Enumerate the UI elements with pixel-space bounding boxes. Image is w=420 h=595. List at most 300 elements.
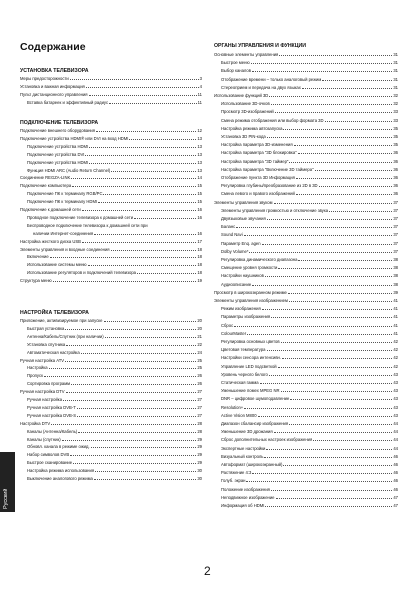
page-title: Содержание <box>20 41 86 53</box>
dot-leader <box>260 383 393 384</box>
toc-entry[interactable] <box>214 134 398 139</box>
toc-entry[interactable] <box>20 160 202 165</box>
toc-entry-page: 20 <box>197 318 202 323</box>
toc-entry-page: 27 <box>197 412 202 418</box>
toc-entry[interactable] <box>20 365 202 370</box>
toc-entry-page: 37 <box>393 224 398 230</box>
dot-leader <box>262 309 393 310</box>
toc-entry[interactable] <box>214 191 398 196</box>
dot-leader <box>86 87 199 88</box>
toc-entry-title: Набор символов DVB <box>27 452 70 458</box>
dot-leader <box>73 463 196 464</box>
dot-leader <box>53 281 197 282</box>
dot-leader <box>70 79 199 80</box>
toc-entry[interactable] <box>214 159 398 164</box>
toc-entry-page: 18 <box>197 262 202 268</box>
dot-leader <box>251 63 393 64</box>
toc-entry-title: Автоматическая настройка <box>27 349 80 355</box>
toc-entry[interactable] <box>214 355 398 360</box>
toc-entry-title: Каналы (спутник) <box>27 436 61 442</box>
toc-entry-title: Использование функций 3D <box>214 93 269 98</box>
toc-entry-page: 43 <box>393 380 398 385</box>
toc-entry[interactable] <box>214 495 398 500</box>
toc-entry[interactable] <box>20 223 202 228</box>
toc-entry-page: 38 <box>393 257 398 262</box>
toc-entry-title: Функция HDMI ARC (Audio Return Channel) <box>27 167 111 173</box>
dot-leader <box>71 384 196 385</box>
toc-entry[interactable] <box>20 397 202 402</box>
toc-entry-title: Использование системы меню <box>27 262 87 268</box>
toc-entry-page: 14 <box>197 175 202 181</box>
toc-entry[interactable] <box>214 265 398 270</box>
toc-entry-title: Информация об HDMI <box>221 503 265 508</box>
toc-entry-page: 41 <box>393 330 398 336</box>
toc-entry[interactable] <box>214 282 398 287</box>
toc-entry-title: Настройка параметра "3D таймер" <box>221 158 289 164</box>
dot-leader <box>281 342 393 343</box>
toc-entry[interactable] <box>20 136 202 141</box>
toc-entry-title: Настройка параметра 3D-изменения <box>221 142 293 148</box>
dot-leader <box>276 498 393 499</box>
dot-leader <box>63 400 196 401</box>
toc-entry-title: Ручная настройка DVB-S <box>27 412 77 418</box>
toc-entry-title: Проводное подключение телевизора к домашней сети <box>27 214 134 220</box>
section-heading: ОРГАНЫ УПРАВЛЕНИЯ И ФУНКЦИИ <box>214 43 306 49</box>
toc-entry-title: Регулировка динамического диапазона <box>221 257 298 262</box>
toc-entry-page: 31 <box>393 60 398 66</box>
dot-leader <box>298 153 393 154</box>
dot-leader <box>103 194 196 195</box>
dot-leader <box>85 155 196 156</box>
toc-entry[interactable] <box>214 109 398 114</box>
language-side-tab <box>0 452 15 512</box>
toc-entry-page: 42 <box>393 339 398 344</box>
toc-entry[interactable] <box>20 199 202 204</box>
toc-entry[interactable] <box>214 93 398 98</box>
toc-entry[interactable] <box>214 216 398 221</box>
toc-entry[interactable] <box>214 323 398 328</box>
toc-entry[interactable] <box>20 358 202 363</box>
toc-entry[interactable] <box>20 476 202 481</box>
dot-leader <box>262 244 393 245</box>
toc-entry[interactable] <box>214 364 398 369</box>
dot-leader <box>89 95 197 96</box>
toc-entry[interactable] <box>20 84 202 89</box>
toc-entry[interactable] <box>20 342 202 347</box>
dot-leader <box>94 479 197 480</box>
toc-entry[interactable] <box>214 396 398 401</box>
toc-entry[interactable] <box>214 446 398 451</box>
toc-entry-page: 37 <box>393 232 398 238</box>
dot-leader <box>289 301 392 302</box>
dot-leader <box>264 457 392 458</box>
toc-entry[interactable] <box>20 421 202 426</box>
toc-entry[interactable] <box>20 92 202 97</box>
toc-entry-page: 18 <box>197 254 202 260</box>
toc-entry[interactable] <box>20 350 202 355</box>
toc-entry-page: 11 <box>197 99 202 105</box>
dot-leader <box>283 129 392 130</box>
toc-entry-title: Визуальный контроль <box>221 453 264 459</box>
dot-leader <box>70 455 196 456</box>
dot-leader <box>51 424 196 425</box>
toc-entry-page: 21 <box>197 333 202 339</box>
toc-entry-title: Настройка режима автозапуска <box>221 125 283 131</box>
toc-entry-title: Установка спутника <box>27 341 66 347</box>
toc-entry[interactable] <box>214 429 398 434</box>
toc-entry[interactable] <box>214 249 398 254</box>
toc-entry[interactable] <box>214 314 398 319</box>
toc-entry-page: 36 <box>393 150 398 156</box>
toc-entry[interactable] <box>20 318 202 323</box>
toc-entry[interactable] <box>20 413 202 418</box>
toc-entry[interactable] <box>214 175 398 180</box>
dot-leader <box>289 424 392 425</box>
dot-leader <box>78 432 196 433</box>
toc-entry[interactable] <box>214 77 398 82</box>
toc-entry[interactable] <box>214 454 398 459</box>
toc-entry[interactable] <box>214 126 398 131</box>
toc-entry-title: Подключение устройства HDMI <box>27 143 89 149</box>
toc-entry-title: Элементы управления и входные соединения <box>20 246 110 252</box>
toc-entry-title: Уровень черного белого <box>221 371 268 377</box>
toc-entry-page: 29 <box>197 460 202 466</box>
toc-entry-page: 36 <box>393 158 398 164</box>
toc-entry-page: 16 <box>197 214 202 220</box>
toc-entry-page: 26 <box>197 381 202 387</box>
toc-entry-title: Настройка режима использования <box>27 468 95 474</box>
dot-leader <box>294 145 393 146</box>
dot-leader <box>71 178 196 179</box>
toc-entry-title: Выбор каналов <box>221 68 251 74</box>
toc-entry[interactable] <box>214 478 398 483</box>
dot-leader <box>298 260 392 261</box>
dot-leader <box>98 202 196 203</box>
toc-entry[interactable] <box>214 232 398 237</box>
toc-entry-title: Неподвижное изображение <box>221 494 275 500</box>
toc-entry-title: Смена режима отображения или выбор формата 3D <box>221 117 324 123</box>
toc-entry[interactable] <box>214 52 398 57</box>
dot-leader <box>267 350 393 351</box>
dot-leader <box>104 321 197 322</box>
toc-entry-title: Подключение устройства DVI <box>27 151 85 157</box>
toc-entry-title: Параметры изображения <box>221 314 271 320</box>
dot-leader <box>62 440 197 441</box>
toc-entry[interactable] <box>214 257 398 262</box>
toc-entry-page: 43 <box>393 404 398 410</box>
dot-leader <box>271 490 392 491</box>
dot-leader <box>81 353 197 354</box>
toc-entry-title: Подключение внешнего оборудования <box>20 128 96 133</box>
toc-entry-page: 46 <box>393 486 398 492</box>
toc-entry-title: Основные элементы управления <box>214 52 279 57</box>
toc-entry[interactable] <box>20 168 202 173</box>
toc-entry-page: 33 <box>393 117 398 123</box>
toc-entry-page: 33 <box>393 109 398 115</box>
toc-entry-page: 13 <box>197 143 202 149</box>
toc-entry[interactable] <box>20 175 202 180</box>
toc-entry-page: 29 <box>197 452 202 458</box>
toc-entry-page: 37 <box>393 248 398 254</box>
toc-entry-title: Уменьшение помех MPEG NR <box>221 388 280 394</box>
toc-entry[interactable] <box>214 68 398 73</box>
toc-entry-page: 44 <box>393 437 398 443</box>
toc-entry-title: Антенна/Кабель/Спутник (при наличии) <box>27 333 104 339</box>
toc-entry-title: Подключение к домашней сети <box>20 207 81 212</box>
toc-entry-title: Resolution+ <box>221 404 244 410</box>
toc-entry[interactable] <box>214 421 398 426</box>
toc-entry-page: 27 <box>197 397 202 402</box>
toc-entry[interactable] <box>214 405 398 410</box>
toc-entry-title: ColourMaster <box>221 330 247 336</box>
dot-leader <box>252 473 392 474</box>
toc-entry[interactable] <box>214 462 398 467</box>
toc-entry-title: Режим изображения <box>221 306 261 312</box>
toc-entry-title: Диапазон сбалансир изображения <box>221 421 289 426</box>
toc-entry[interactable] <box>214 101 398 106</box>
dot-leader <box>137 273 196 274</box>
dot-leader <box>283 465 392 466</box>
toc-entry[interactable] <box>20 468 202 473</box>
toc-entry-title: Настройка параметра "3D блокировка" <box>221 150 297 156</box>
dot-leader <box>267 219 393 220</box>
toc-entry-title: Active Vision M800 <box>221 412 257 418</box>
toc-entry[interactable] <box>214 241 398 246</box>
toc-entry[interactable] <box>214 388 398 393</box>
toc-entry[interactable] <box>20 452 202 457</box>
dot-leader <box>234 326 392 327</box>
toc-entry[interactable] <box>20 405 202 410</box>
toc-entry-page: 15 <box>197 191 202 197</box>
toc-entry-title: Включение <box>27 254 49 260</box>
dot-leader <box>322 80 392 81</box>
toc-entry-title: Уменьшение 3D дрожания <box>221 429 273 435</box>
toc-entry-page: 18 <box>197 270 202 276</box>
toc-entry[interactable] <box>214 290 398 295</box>
toc-entry[interactable] <box>214 331 398 336</box>
toc-entry-title: Смена левого и правого изображений <box>221 191 295 197</box>
toc-entry-page: 22 <box>197 341 202 347</box>
toc-entry-page: 41 <box>393 314 398 320</box>
toc-entry[interactable] <box>214 503 398 508</box>
toc-entry[interactable] <box>20 215 202 220</box>
toc-entry-page: 18 <box>197 246 202 252</box>
toc-entry-title: Аудиоописание <box>221 281 252 287</box>
dot-leader <box>77 416 196 417</box>
toc-entry-title: Подключение ПК к терминалу HDMI <box>27 199 98 205</box>
toc-entry-page: 29 <box>197 436 202 442</box>
toc-entry-page: 43 <box>393 396 398 402</box>
dot-leader <box>89 163 196 164</box>
toc-entry[interactable] <box>214 339 398 344</box>
toc-entry-page: 31 <box>393 76 398 82</box>
toc-entry-title: Подключение устройства HDMI <box>27 159 89 165</box>
toc-entry[interactable] <box>20 437 202 442</box>
toc-entry[interactable] <box>214 470 398 475</box>
toc-entry-title: Быстрое меню <box>221 60 250 66</box>
toc-entry-page: 30 <box>197 468 202 474</box>
toc-entry-title: Голуб. экран <box>221 478 246 484</box>
page-number: 2 <box>204 564 211 578</box>
dot-leader <box>66 345 196 346</box>
toc-entry[interactable] <box>214 150 398 155</box>
toc-entry-page: 36 <box>393 166 398 172</box>
toc-entry[interactable] <box>20 373 202 378</box>
toc-entry[interactable] <box>214 60 398 65</box>
toc-entry[interactable] <box>214 372 398 377</box>
dot-leader <box>247 334 392 335</box>
toc-entry-title: Положение изображения <box>221 486 270 492</box>
toc-entry[interactable] <box>20 270 202 275</box>
section-heading: УСТАНОВКА ТЕЛЕВИЗОРА <box>20 68 89 74</box>
toc-entry-page: 12 <box>197 128 202 133</box>
toc-entry-page: 43 <box>393 412 398 418</box>
toc-entry-title: Использование регуляторов и подключений телевизора <box>27 270 136 276</box>
toc-entry-page: 19 <box>197 278 202 284</box>
dot-leader <box>89 147 196 148</box>
toc-entry[interactable] <box>214 437 398 442</box>
toc-entry-page: 35 <box>393 134 398 139</box>
toc-entry[interactable] <box>214 347 398 352</box>
dot-leader <box>329 211 392 212</box>
dot-leader <box>267 137 393 138</box>
toc-entry-title: Элементы управления звуком <box>214 199 273 205</box>
toc-entry-page: 42 <box>393 355 398 361</box>
toc-entry[interactable] <box>20 247 202 252</box>
toc-entry-title: Настройки наушников <box>221 273 264 279</box>
toc-entry-page: 47 <box>393 494 398 500</box>
dot-leader <box>269 375 393 376</box>
toc-entry-title: Настройка жесткого диска USB <box>20 238 81 244</box>
toc-entry-title: Dolby Volume* <box>221 248 249 254</box>
toc-entry-page: 15 <box>197 183 202 189</box>
toc-entry[interactable] <box>214 85 398 90</box>
toc-entry[interactable] <box>20 207 202 212</box>
dot-leader <box>265 506 392 507</box>
toc-entry[interactable] <box>20 100 202 105</box>
toc-entry-page: 37 <box>393 216 398 221</box>
toc-entry-title: Ручная настройка <box>27 397 63 402</box>
toc-entry-page: 38 <box>393 281 398 287</box>
toc-entry-page: 44 <box>393 421 398 426</box>
toc-entry[interactable] <box>20 128 202 133</box>
dot-leader <box>258 416 393 417</box>
toc-entry-title: Беспроводное подключение телевизора к домашней сети при <box>27 222 148 228</box>
toc-entry-page: 37 <box>393 199 398 205</box>
dot-leader <box>279 55 392 56</box>
toc-entry[interactable] <box>20 460 202 465</box>
toc-entry-page: 24 <box>197 349 202 355</box>
dot-leader <box>289 162 392 163</box>
dot-leader <box>82 242 196 243</box>
toc-entry-page: 31 <box>393 68 398 74</box>
toc-entry-page: 42 <box>393 363 398 369</box>
toc-entry-page: 35 <box>393 125 398 131</box>
toc-entry[interactable] <box>20 239 202 244</box>
toc-entry-title: Настройки сенсора интенсивн. <box>221 355 282 361</box>
toc-entry-page: 26 <box>197 373 202 379</box>
toc-entry-page: 30 <box>197 476 202 481</box>
toc-entry[interactable] <box>214 200 398 205</box>
toc-entry[interactable] <box>214 142 398 147</box>
toc-entry[interactable] <box>20 278 202 283</box>
toc-entry-page: 27 <box>197 404 202 410</box>
toc-entry-page: 43 <box>393 388 398 394</box>
toc-entry-page: 16 <box>197 207 202 212</box>
section-heading: ПОДКЛЮЧЕНИЕ ТЕЛЕВИЗОРА <box>20 120 99 126</box>
toc-entry[interactable] <box>214 183 398 188</box>
toc-entry-title: Ручная настройка DVB-T <box>27 404 76 410</box>
toc-entry[interactable] <box>20 381 202 386</box>
toc-entry-page: 41 <box>393 306 398 312</box>
language-label: Русский <box>3 488 9 509</box>
dot-leader <box>88 265 197 266</box>
toc-entry[interactable] <box>214 208 398 213</box>
toc-entry[interactable] <box>214 224 398 229</box>
toc-entry[interactable] <box>214 273 398 278</box>
toc-entry[interactable] <box>214 380 398 385</box>
toc-entry[interactable] <box>20 254 202 259</box>
dot-leader <box>50 257 197 258</box>
dot-leader <box>296 194 393 195</box>
toc-entry-title: Подключение ПК к терминалу RGB/PC <box>27 191 103 197</box>
toc-entry-title: Параметр Enq. agen <box>221 240 261 246</box>
toc-entry[interactable] <box>20 76 202 81</box>
toc-entry-page: 28 <box>197 420 202 426</box>
toc-entry[interactable] <box>20 326 202 331</box>
toc-entry[interactable] <box>20 389 202 394</box>
toc-entry[interactable] <box>20 334 202 339</box>
dot-leader <box>288 293 393 294</box>
toc-entry[interactable] <box>20 429 202 434</box>
toc-entry[interactable] <box>20 152 202 157</box>
toc-entry-title: Регулировка глубины/преобразование из 2D в 3D <box>221 183 318 189</box>
toc-entry-page: 16 <box>197 230 202 236</box>
toc-entry[interactable] <box>20 262 202 267</box>
toc-entry[interactable] <box>20 191 202 196</box>
toc-entry[interactable] <box>214 298 398 303</box>
dot-leader <box>325 121 393 122</box>
toc-entry-page: 43 <box>393 371 398 377</box>
toc-entry[interactable] <box>214 167 398 172</box>
toc-entry-title: Настройка DTV <box>20 420 51 426</box>
dot-leader <box>302 88 393 89</box>
toc-entry-page: 28 <box>197 428 202 434</box>
toc-entry-page: 31 <box>393 84 398 90</box>
toc-entry-title: Сброс <box>221 322 234 328</box>
toc-entry-page: 37 <box>393 240 398 246</box>
toc-entry-page: 25 <box>197 365 202 371</box>
toc-entry-title: Отображение времени – только аналоговый режим <box>221 76 322 82</box>
toc-entry-title: Использование 3D-очков <box>221 101 270 107</box>
toc-entry[interactable] <box>20 144 202 149</box>
dot-leader <box>274 203 393 204</box>
toc-entry[interactable] <box>214 413 398 418</box>
toc-entry[interactable] <box>214 118 398 123</box>
toc-entry[interactable] <box>214 306 398 311</box>
toc-entry-title: Быстрое сканирование <box>27 460 73 466</box>
toc-entry-page: 46 <box>393 470 398 476</box>
toc-entry-title: Элементы управления изображением <box>214 298 288 303</box>
dot-leader <box>96 131 196 132</box>
toc-entry[interactable] <box>214 487 398 492</box>
dot-leader <box>271 317 392 318</box>
toc-entry[interactable] <box>20 231 202 236</box>
toc-entry-title: Sound Navi <box>221 232 243 238</box>
toc-entry-title: Смещение уровня громкости <box>221 265 278 271</box>
toc-entry[interactable] <box>20 183 202 188</box>
toc-entry[interactable] <box>20 444 202 449</box>
